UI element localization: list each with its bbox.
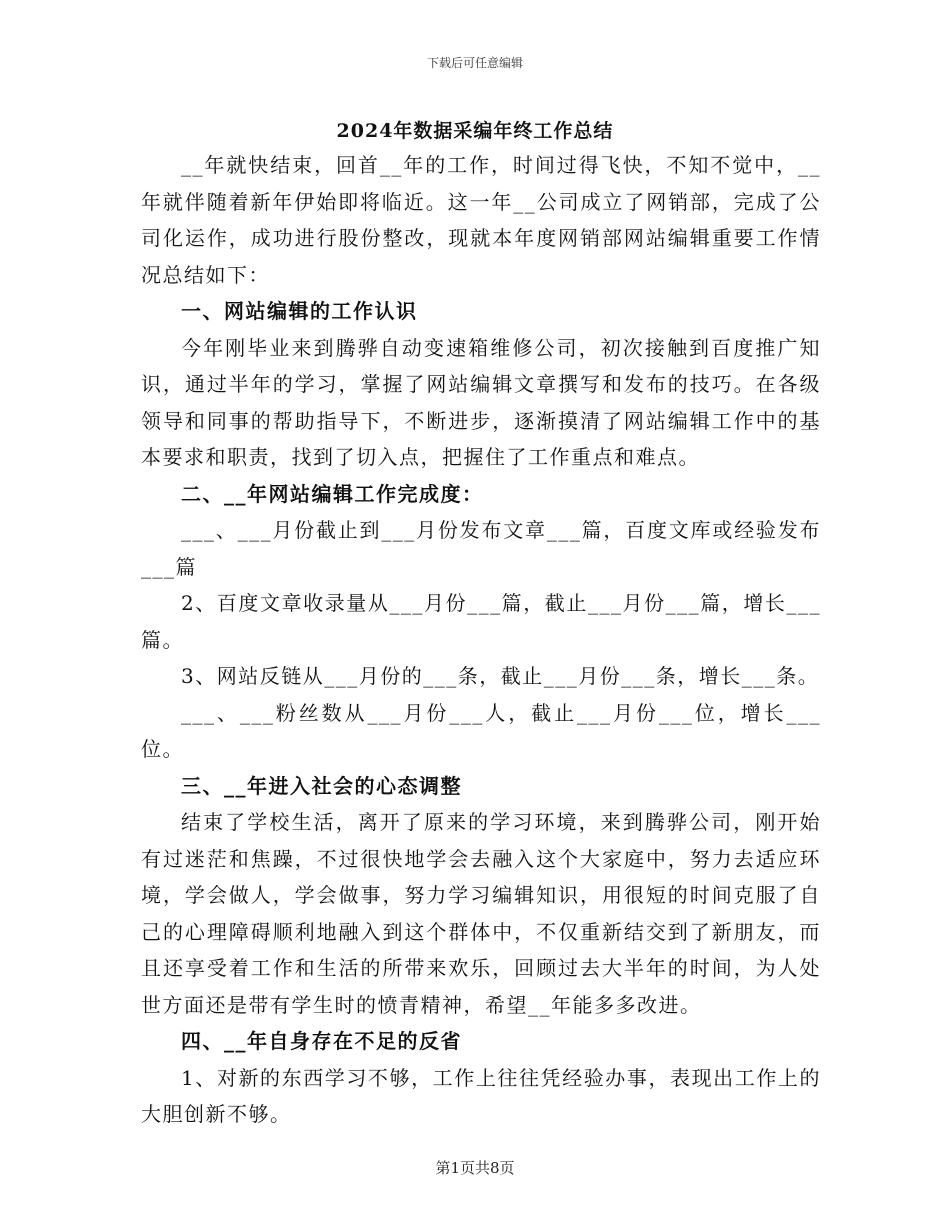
document-title: 2024年数据采编年终工作总结: [336, 120, 614, 142]
header-note: 下载后可任意编辑: [426, 56, 523, 70]
section-heading-2: 二、__年网站编辑工作完成度：: [181, 481, 484, 506]
page-number: 第1页共8页: [435, 1159, 515, 1177]
section-heading-4: 四、__年自身存在不足的反省: [181, 1029, 462, 1053]
paragraph-item-followers: ___、___粉丝数从___月份___人，截止___月份___位，增长___位。: [141, 700, 821, 761]
paragraph-item-articles: ___、___月份截止到___月份发布文章___篇，百度文库或经验发布___篇: [141, 518, 821, 579]
paragraph-item-backlinks: 3、网站反链从___月份的___条，截止___月份___条，增长___条。: [181, 664, 820, 688]
paragraph-item-indexing: 2、百度文章收录量从___月份___篇，截止___月份___篇，增长___篇。: [141, 591, 821, 652]
document-body: [141, 147, 821, 1133]
paragraph-section-4-item-1: 1、对新的东西学习不够，工作上往往凭经验办事，表现出工作上的大胆创新不够。: [141, 1065, 821, 1126]
paragraph-section-3: 结束了学校生活，离开了原来的学习环境，来到腾骅公司，刚开始有过迷茫和焦躁，不过很快地学会去融入这个大家庭中，努力去适应环境，学会做人，学会做事，努力学习编辑知识，用很短的时间克服了自己的心理障碍顺利地融入到这个群体中，不仅重新结交到了新朋友，而且还享受着工作和生活的所带来欢乐，回顾过去大半年的时间，为人处世方面还是带有学生时的愤青精神，希望__年能多多改进。: [141, 810, 821, 1017]
section-heading-1: 一、网站编辑的工作认识: [181, 299, 418, 323]
paragraph-intro: __年就快结束，回首__年的工作，时间过得飞快，不知不觉中，__年就伴随着新年伊始即将临近。这一年__公司成立了网销部，完成了公司化运作，成功进行股份整改，现就本年度网销部网站编辑重要工作情况总结如下：: [141, 153, 821, 287]
paragraph-section-1: 今年刚毕业来到腾骅自动变速箱维修公司，初次接触到百度推广知识，通过半年的学习，掌握了网站编辑文章撰写和发布的技巧。在各级领导和同事的帮助指导下，不断进步，逐渐摸清了网站编辑工作中的基本要求和职责，找到了切入点，把握住了工作重点和难点。: [141, 335, 821, 469]
section-heading-3: 三、__年进入社会的心态调整: [181, 773, 462, 798]
